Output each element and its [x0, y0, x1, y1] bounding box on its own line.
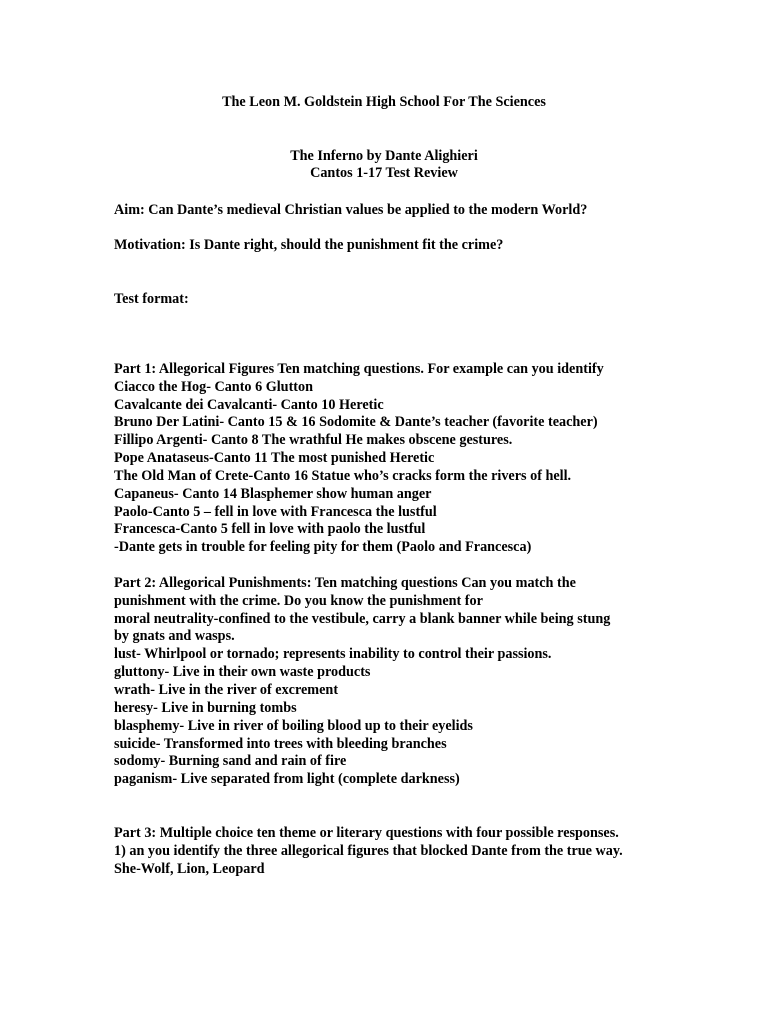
test-format-heading: Test format: — [114, 291, 189, 307]
part1-item: Ciacco the Hog- Canto 6 Glutton — [114, 379, 314, 395]
motivation-line: Motivation: Is Dante right, should the punishment fit the crime? — [114, 237, 504, 253]
part2-item: sodomy- Burning sand and rain of fire — [114, 753, 347, 769]
aim-line: Aim: Can Dante’s medieval Christian values be applied to the modern World? — [114, 202, 588, 218]
part1-item: Paolo-Canto 5 – fell in love with Francesca the lustful — [114, 504, 437, 520]
part1-item: Capaneus- Canto 14 Blasphemer show human anger — [114, 486, 432, 502]
part2-item: blasphemy- Live in river of boiling blood up to their eyelids — [114, 718, 473, 734]
part1-item: Fillipo Argenti- Canto 8 The wrathful He makes obscene gestures. — [114, 432, 513, 448]
part1-item: Pope Anataseus-Canto 11 The most punished Heretic — [114, 450, 435, 466]
part2-heading-cont: punishment with the crime. Do you know the punishment for — [114, 593, 483, 609]
part2-item: paganism- Live separated from light (complete darkness) — [114, 771, 460, 787]
part1-heading: Part 1: Allegorical Figures Ten matching questions. For example can you identify — [114, 361, 604, 377]
part1-note: -Dante gets in trouble for feeling pity for them (Paolo and Francesca) — [114, 539, 532, 555]
part1-item: Francesca-Canto 5 fell in love with paolo the lustful — [114, 521, 426, 537]
part2-item: heresy- Live in burning tombs — [114, 700, 297, 716]
part2-item: lust- Whirlpool or tornado; represents inability to control their passions. — [114, 646, 552, 662]
part1-item: Cavalcante dei Cavalcanti- Canto 10 Heretic — [114, 397, 384, 413]
part2-item: moral neutrality-confined to the vestibule, carry a blank banner while being stung — [114, 611, 611, 627]
part2-heading: Part 2: Allegorical Punishments: Ten matching questions Can you match the — [114, 575, 576, 591]
document-subtitle: Cantos 1-17 Test Review — [310, 165, 458, 181]
part3-heading: Part 3: Multiple choice ten theme or literary questions with four possible responses. — [114, 825, 619, 841]
school-name: The Leon M. Goldstein High School For The Sciences — [222, 94, 546, 110]
part3-question: 1) an you identify the three allegorical figures that blocked Dante from the true way. — [114, 843, 623, 859]
document-title: The Inferno by Dante Alighieri — [290, 148, 478, 164]
part2-item: wrath- Live in the river of excrement — [114, 682, 339, 698]
part2-item-cont: by gnats and wasps. — [114, 628, 235, 644]
part3-answer: She-Wolf, Lion, Leopard — [114, 861, 265, 877]
part2-item: suicide- Transformed into trees with bleeding branches — [114, 736, 447, 752]
part2-item: gluttony- Live in their own waste products — [114, 664, 371, 680]
part1-item: Bruno Der Latini- Canto 15 & 16 Sodomite & Dante’s teacher (favorite teacher) — [114, 414, 598, 430]
part1-item: The Old Man of Crete-Canto 16 Statue who’s cracks form the rivers of hell. — [114, 468, 572, 484]
